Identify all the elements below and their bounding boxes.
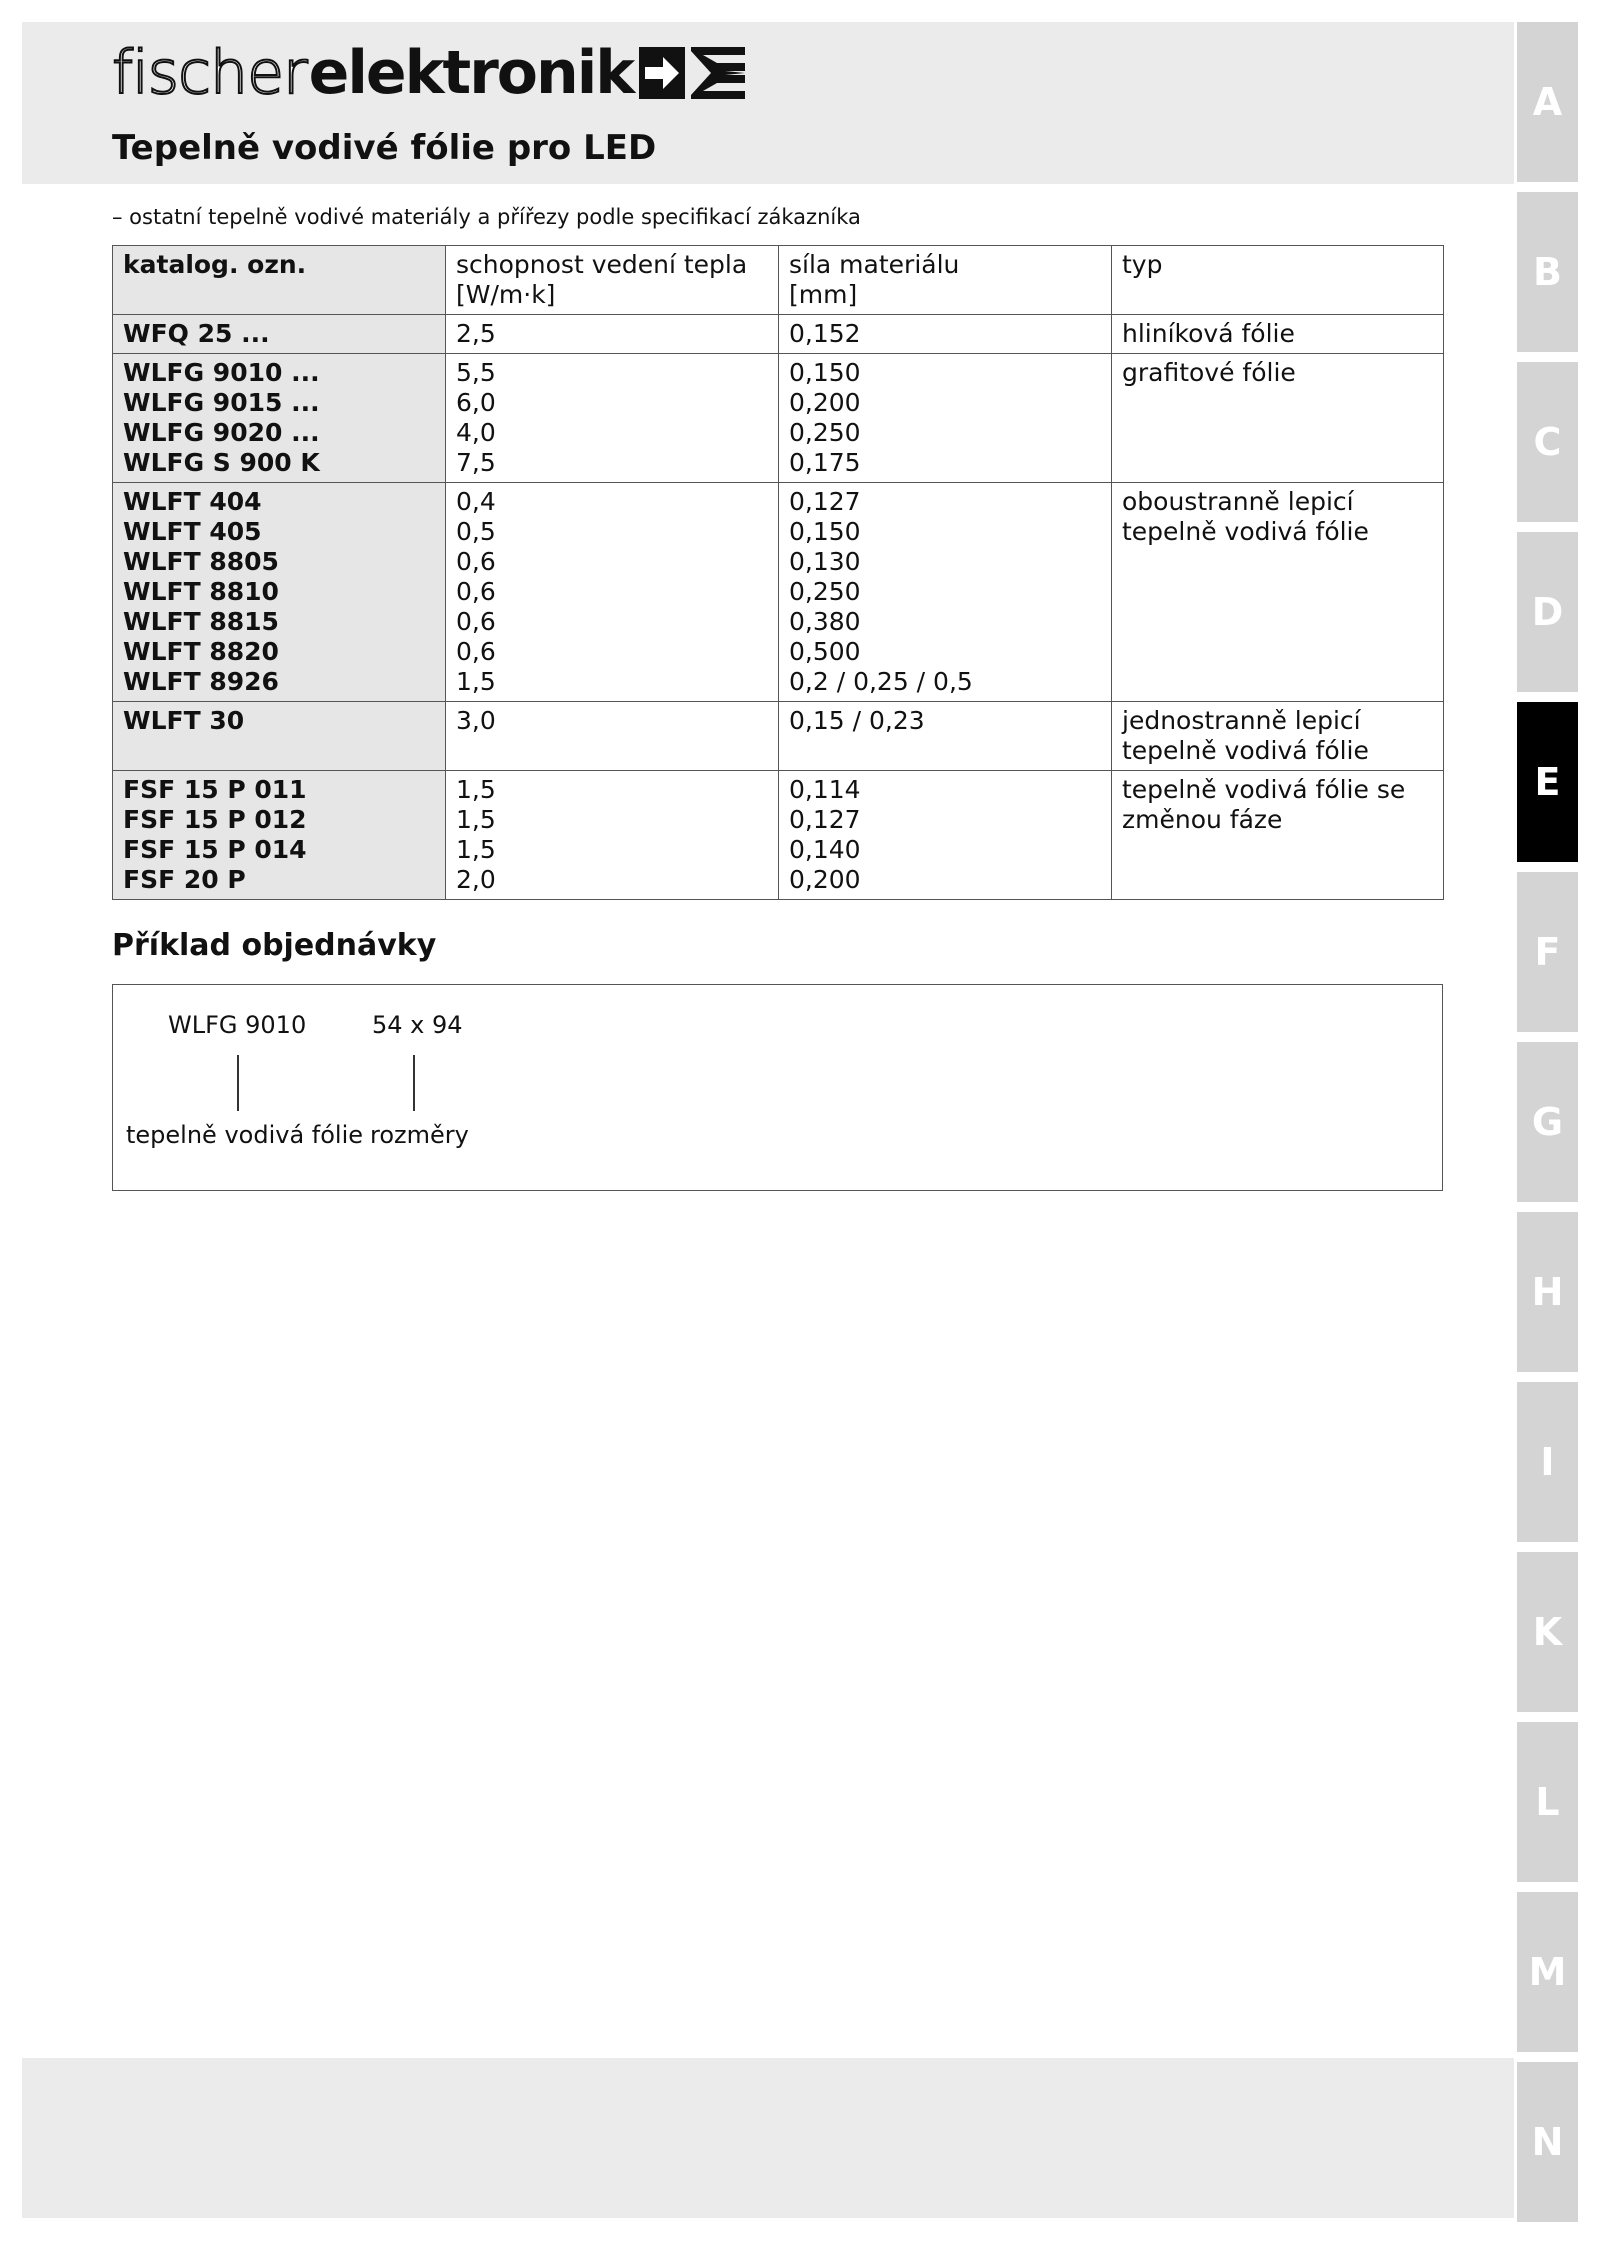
catalog-cell <box>113 315 446 354</box>
conductivity-cell-value: 0,4 <box>456 487 496 516</box>
section-tab-a[interactable]: A <box>1517 22 1578 182</box>
section-tab-n[interactable]: N <box>1517 2062 1578 2222</box>
section-tab-i[interactable]: I <box>1517 1382 1578 1542</box>
spec-table <box>112 245 1444 900</box>
thickness-cell <box>779 354 1112 483</box>
table-row <box>113 315 1444 354</box>
catalog-cell <box>113 771 446 900</box>
thickness-cell-value: 0,130 <box>789 547 861 576</box>
thickness-cell-value: 0,175 <box>789 448 861 477</box>
header-catalog: katalog. ozn. <box>113 246 446 315</box>
conductivity-cell-value: 0,6 <box>456 637 496 666</box>
catalog-cell-value: WLFT 8810 <box>123 577 279 606</box>
catalog-cell-value: WLFT 8820 <box>123 637 279 666</box>
catalog-cell-value: WLFG 9015 ... <box>123 388 320 417</box>
catalog-cell <box>113 483 446 702</box>
conductivity-cell-value: 6,0 <box>456 388 496 417</box>
type-cell: grafitové fólie <box>1112 354 1444 483</box>
table-row <box>113 702 1444 771</box>
catalog-cell-value: FSF 20 P <box>123 865 246 894</box>
conductivity-cell-value: 0,6 <box>456 577 496 606</box>
type-cell: oboustranně lepicí tepelně vodivá fólie <box>1112 483 1444 702</box>
thickness-cell <box>779 771 1112 900</box>
thickness-cell-value: 0,150 <box>789 517 861 546</box>
conductivity-cell-value: 2,0 <box>456 865 496 894</box>
section-tab-b[interactable]: B <box>1517 192 1578 352</box>
footer-band <box>22 2058 1514 2218</box>
catalog-cell-value: FSF 15 P 012 <box>123 805 307 834</box>
order-code-connector <box>237 1055 239 1111</box>
order-example-title: Příklad objednávky <box>112 928 437 963</box>
intro-note: – ostatní tepelně vodivé materiály a přířezy podle specifikací zákazníka <box>112 205 861 229</box>
section-tab-f[interactable]: F <box>1517 872 1578 1032</box>
conductivity-cell-value: 0,6 <box>456 547 496 576</box>
catalog-cell-value: FSF 15 P 014 <box>123 835 307 864</box>
conductivity-cell <box>446 771 779 900</box>
catalog-cell-value: WFQ 25 ... <box>123 319 270 348</box>
thickness-cell-value: 0,114 <box>789 775 861 804</box>
thickness-cell-value: 0,500 <box>789 637 861 666</box>
table-row <box>113 483 1444 702</box>
conductivity-cell <box>446 483 779 702</box>
catalog-cell-value: FSF 15 P 011 <box>123 775 307 804</box>
thickness-cell-value: 0,200 <box>789 865 861 894</box>
spec-table-body <box>113 315 1444 900</box>
conductivity-cell-value: 7,5 <box>456 448 496 477</box>
conductivity-cell-value: 5,5 <box>456 358 496 387</box>
section-tab-l[interactable]: L <box>1517 1722 1578 1882</box>
header-conductivity: schopnost vedení tepla [W/m·k] <box>446 246 779 315</box>
catalog-cell <box>113 354 446 483</box>
conductivity-cell-value: 1,5 <box>456 775 496 804</box>
section-tab-k[interactable]: K <box>1517 1552 1578 1712</box>
thickness-cell-value: 0,250 <box>789 418 861 447</box>
logo-text-fischer: fischer <box>112 38 307 108</box>
catalog-cell <box>113 702 446 771</box>
thickness-cell-value: 0,380 <box>789 607 861 636</box>
table-row <box>113 354 1444 483</box>
thickness-cell-value: 0,127 <box>789 805 861 834</box>
section-tab-c[interactable]: C <box>1517 362 1578 522</box>
brand-logo <box>112 38 747 108</box>
logo-text-elektronik: elektronik <box>308 38 634 108</box>
catalog-cell-value: WLFG S 900 K <box>123 448 320 477</box>
catalog-cell-value: WLFT 405 <box>123 517 262 546</box>
section-tab-m[interactable]: M <box>1517 1892 1578 2052</box>
conductivity-cell <box>446 315 779 354</box>
section-tab-e[interactable]: E <box>1517 702 1578 862</box>
section-tab-g[interactable]: G <box>1517 1042 1578 1202</box>
catalog-cell-value: WLFT 404 <box>123 487 262 516</box>
thickness-cell-value: 0,152 <box>789 319 861 348</box>
section-tab-h[interactable]: H <box>1517 1212 1578 1372</box>
type-cell: tepelně vodivá fólie se změnou fáze <box>1112 771 1444 900</box>
page-title: Tepelně vodivé fólie pro LED <box>112 128 657 168</box>
thickness-cell-value: 0,127 <box>789 487 861 516</box>
conductivity-cell <box>446 702 779 771</box>
order-code: WLFG 9010 <box>168 1011 307 1039</box>
catalog-cell-value: WLFT 8805 <box>123 547 279 576</box>
section-tab-d[interactable]: D <box>1517 532 1578 692</box>
catalog-cell-value: WLFT 30 <box>123 706 245 735</box>
conductivity-cell <box>446 354 779 483</box>
order-size: 54 x 94 <box>372 1011 463 1039</box>
catalog-cell-value: WLFG 9010 ... <box>123 358 320 387</box>
header-type: typ <box>1112 246 1444 315</box>
order-code-label: tepelně vodivá fólie <box>126 1121 364 1149</box>
arrow-logo-icon <box>637 45 747 101</box>
order-example-box <box>112 984 1443 1191</box>
conductivity-cell-value: 3,0 <box>456 706 496 735</box>
type-cell: jednostranně lepicí tepelně vodivá fólie <box>1112 702 1444 771</box>
thickness-cell-value: 0,250 <box>789 577 861 606</box>
conductivity-cell-value: 1,5 <box>456 667 496 696</box>
catalog-cell-value: WLFT 8815 <box>123 607 279 636</box>
order-size-connector <box>413 1055 415 1111</box>
conductivity-cell-value: 2,5 <box>456 319 496 348</box>
catalog-cell-value: WLFG 9020 ... <box>123 418 320 447</box>
conductivity-cell-value: 0,5 <box>456 517 496 546</box>
conductivity-cell-value: 4,0 <box>456 418 496 447</box>
section-tab-strip <box>1517 22 1578 2232</box>
table-row <box>113 771 1444 900</box>
thickness-cell <box>779 315 1112 354</box>
order-size-label: rozměry <box>370 1121 469 1149</box>
thickness-cell-value: 0,15 / 0,23 <box>789 706 925 735</box>
header-thickness: síla materiálu [mm] <box>779 246 1112 315</box>
thickness-cell-value: 0,2 / 0,25 / 0,5 <box>789 667 973 696</box>
catalog-cell-value: WLFT 8926 <box>123 667 279 696</box>
thickness-cell <box>779 483 1112 702</box>
thickness-cell-value: 0,150 <box>789 358 861 387</box>
table-header-row <box>113 246 1444 315</box>
thickness-cell <box>779 702 1112 771</box>
conductivity-cell-value: 0,6 <box>456 607 496 636</box>
type-cell: hliníková fólie <box>1112 315 1444 354</box>
conductivity-cell-value: 1,5 <box>456 835 496 864</box>
thickness-cell-value: 0,140 <box>789 835 861 864</box>
thickness-cell-value: 0,200 <box>789 388 861 417</box>
conductivity-cell-value: 1,5 <box>456 805 496 834</box>
